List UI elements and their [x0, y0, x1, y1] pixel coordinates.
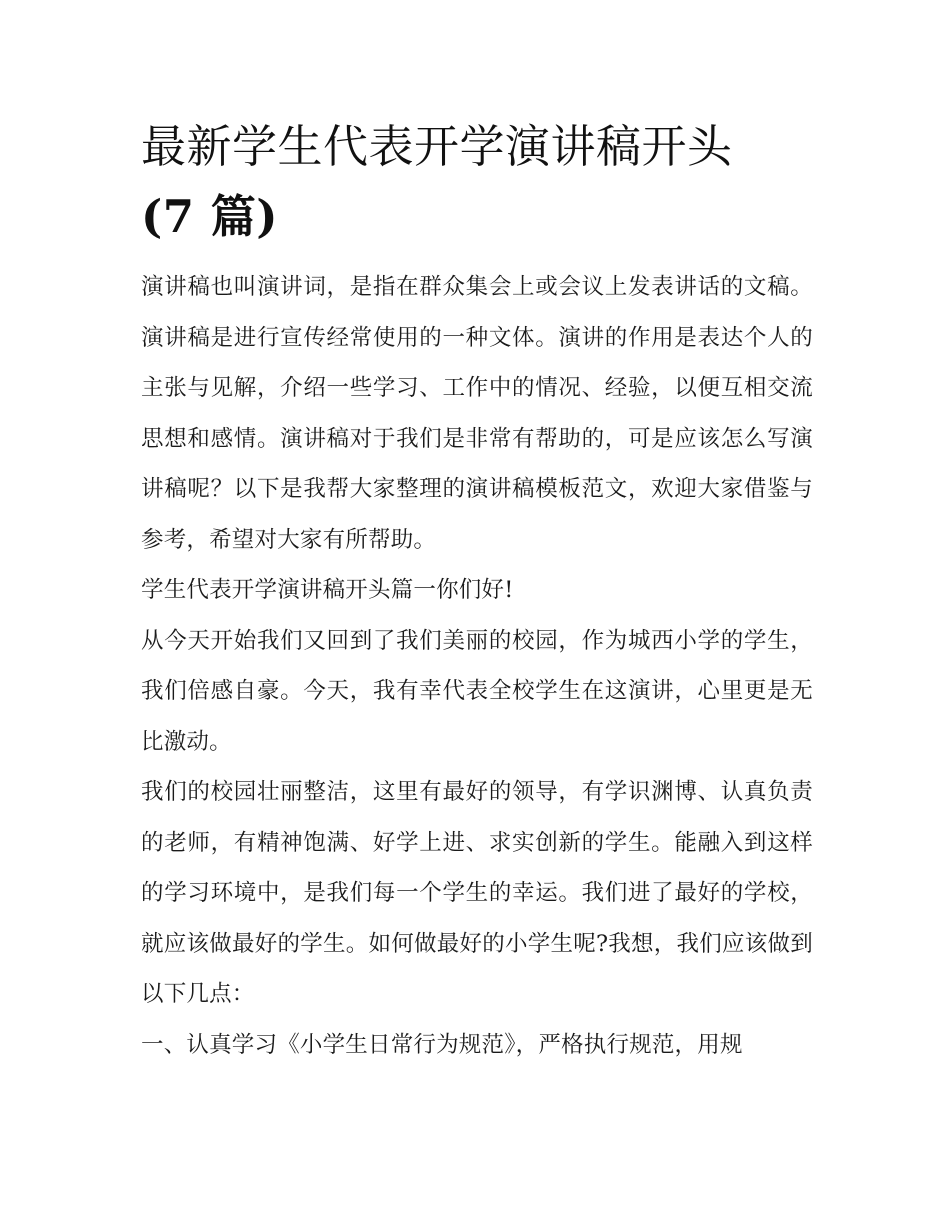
- paragraph: 一、认真学习《小学生日常行为规范》，严格执行规范，用规: [141, 1031, 743, 1058]
- title-line-2: (7 篇): [141, 190, 279, 243]
- document-title: [141, 112, 813, 252]
- title-line-1: 最新学生代表开学演讲稿开头: [141, 120, 733, 173]
- document-body: [141, 262, 813, 1070]
- paragraph-section-heading: 学生代表开学演讲稿开头篇一你们好!: [141, 577, 514, 603]
- paragraph: 我们的校园壮丽整洁，这里有最好的领导，有学识渊博、认真负责的老师，有精神饱满、好学上进、求实创新的学生。能融入到这样的学习环境中，是我们每一个学生的幸运。我们进了最好的学校，就应该做最好的学生。如何做最好的小学生呢?我想，我们应该做到以下几点：: [141, 779, 813, 1007]
- paragraph: 从今天开始我们又回到了我们美丽的校园，作为城西小学的学生，我们倍感自豪。今天，我有幸代表全校学生在这演讲，心里更是无比激动。: [141, 627, 813, 755]
- document-content: [141, 112, 813, 1070]
- paragraph-intro: 演讲稿也叫演讲词，是指在群众集会上或会议上发表讲话的文稿。演讲稿是进行宣传经常使用的一种文体。演讲的作用是表达个人的主张与见解，介绍一些学习、工作中的情况、经验，以便互相交流思想和感情。演讲稿对于我们是非常有帮助的，可是应该怎么写演讲稿呢？以下是我帮大家整理的演讲稿模板范文，欢迎大家借鉴与参考，希望对大家有所帮助。: [141, 274, 813, 553]
